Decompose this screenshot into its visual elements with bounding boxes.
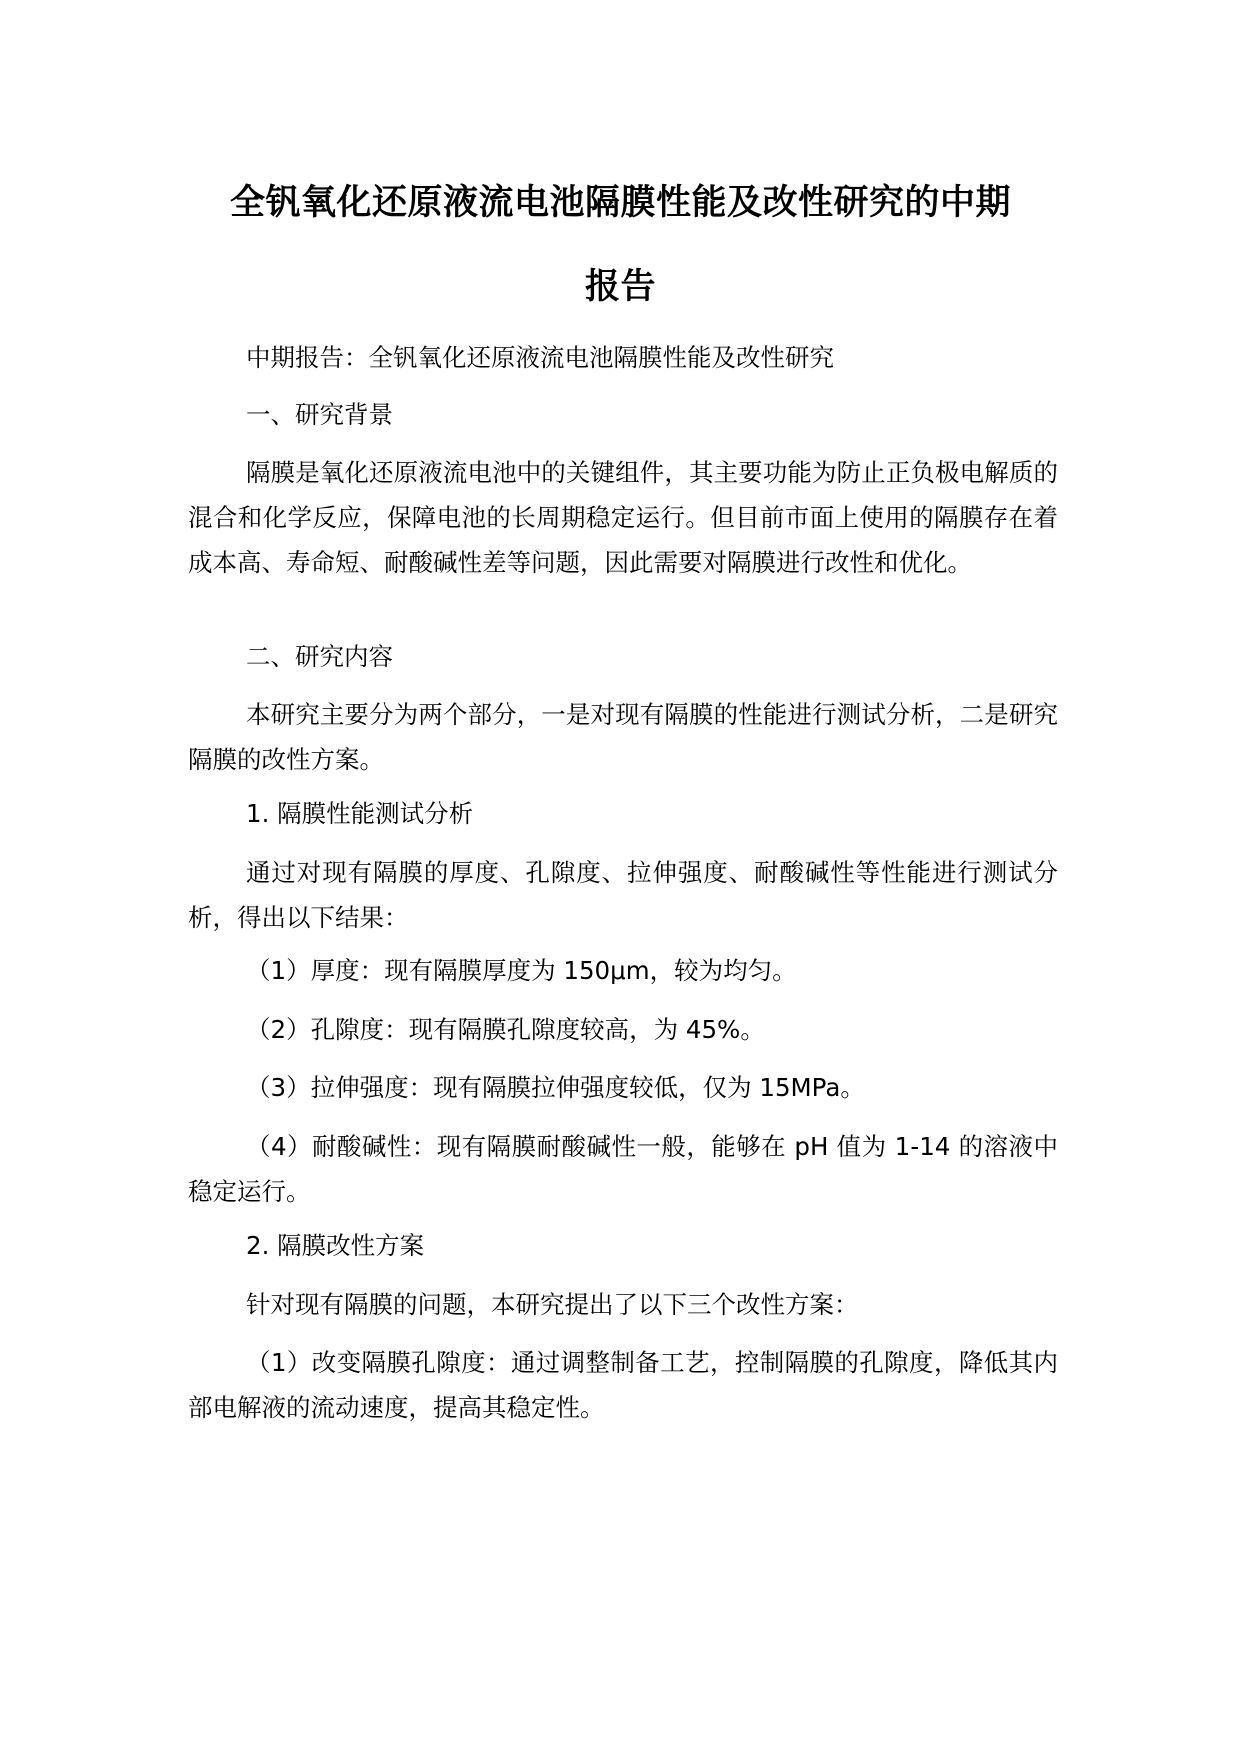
subsection-heading-modification: 2. 隔膜改性方案 xyxy=(246,1231,425,1260)
result-item-acid-alkali-resistance: （4）耐酸碱性：现有隔膜耐酸碱性一般，能够在 pH 值为 1-14 的溶液中稳定运行。 xyxy=(188,1132,1058,1206)
subsection-heading-testing: 1. 隔膜性能测试分析 xyxy=(246,799,474,828)
testing-intro-paragraph: 通过对现有隔膜的厚度、孔隙度、拉伸强度、耐酸碱性等性能进行测试分析，得出以下结果： xyxy=(188,858,1058,932)
document-title-line-2: 报告 xyxy=(584,267,656,307)
content-overview-paragraph: 本研究主要分为两个部分，一是对现有隔膜的性能进行测试分析，二是研究隔膜的改性方案。 xyxy=(188,700,1058,774)
document-title-line-1: 全钒氧化还原液流电池隔膜性能及改性研究的中期 xyxy=(229,183,1011,223)
report-heading-paragraph: 中期报告：全钒氧化还原液流电池隔膜性能及改性研究 xyxy=(246,343,834,372)
section-heading-content: 二、研究内容 xyxy=(246,642,393,671)
section-heading-background: 一、研究背景 xyxy=(246,400,393,429)
background-paragraph: 隔膜是氧化还原液流电池中的关键组件，其主要功能为防止正负极电解质的混合和化学反应，保障电池的长周期稳定运行。但目前市面上使用的隔膜存在着成本高、寿命短、耐酸碱性差等问题，因此需要对隔膜进行改性和优化。 xyxy=(188,458,1058,577)
modification-item-porosity: （1）改变隔膜孔隙度：通过调整制备工艺，控制隔膜的孔隙度，降低其内部电解液的流动速度，提高其稳定性。 xyxy=(188,1348,1058,1422)
result-item-thickness: （1）厚度：现有隔膜厚度为 150μm，较为均匀。 xyxy=(246,956,797,985)
modification-intro-paragraph: 针对现有隔膜的问题，本研究提出了以下三个改性方案： xyxy=(246,1290,859,1319)
result-item-tensile-strength: （3）拉伸强度：现有隔膜拉伸强度较低，仅为 15MPa。 xyxy=(246,1073,865,1102)
result-item-porosity: （2）孔隙度：现有隔膜孔隙度较高，为 45%。 xyxy=(246,1015,765,1044)
